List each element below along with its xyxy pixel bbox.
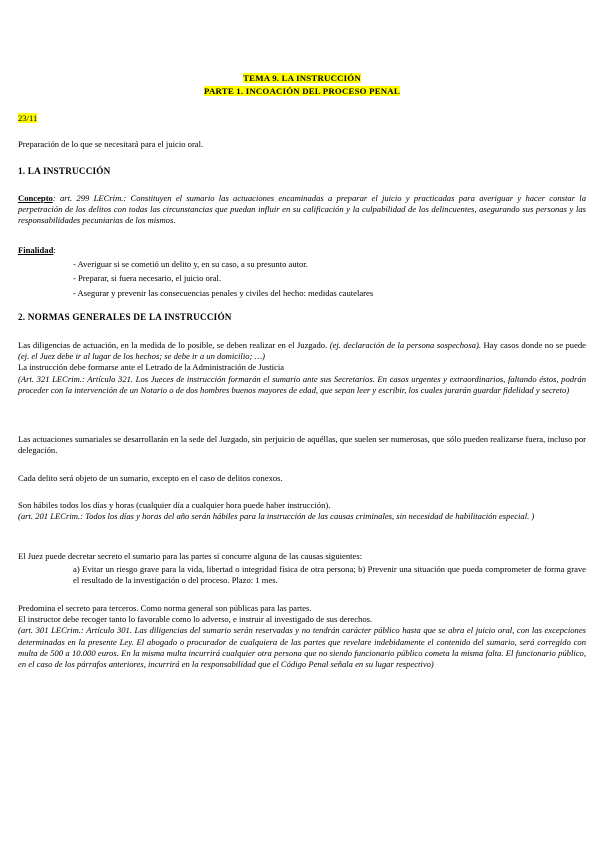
section-1-heading: 1. LA INSTRUCCIÓN [18, 166, 111, 176]
date-label: 23/11 [18, 113, 38, 123]
sumario-paragraph: Cada delito será objeto de un sumario, excepto en el caso de delitos conexos. [18, 473, 283, 483]
sede-paragraph: Las actuaciones sumariales se desarrollarán en la sede del Juzgado, sin perjuicio de aquéllas, que suelen ser numerosas, que sólo pueden realizarse fuera, incluso por delegación. [18, 434, 586, 456]
concepto-text: : art. 299 LECrim.: Constituyen el sumario las actuaciones encaminadas a preparar el juicio y practicadas para averiguar y hacer constar la perpetración de los delitos con todas las circunstancias que puedan influir en su calificación y la culpabilidad de los delincuentes, asegurando sus personas y las responsabilidades pecuniarias de los mismos. [18, 193, 586, 226]
art-321-quote: (Art. 321 LECrim.: Artículo 321. Los Jueces de instrucción formarán el sumario ante sus Secretarios. En casos urgentes y extraordinarios, faltando éstos, podrán proceder con la intervención de un Notario o de dos hombres buenos mayores de edad, que sepan leer y escribir, los cuales jurarán guardar fidelidad y secreto) [18, 373, 586, 395]
concepto-label: Concepto [18, 193, 53, 203]
secreto-paragraph: El Juez puede decretar secreto el sumario para las partes si concurre alguna de las causas siguientes: a) Evitar un riesgo grave para la vida, libertad o integridad física de otra persona; b) Prevenir una situación que pueda comprometer de forma grave el resultado de la investigación o del proceso. Plazo: 1 mes. [18, 551, 586, 586]
intro-text: Preparación de lo que se necesitará para el juicio oral. [18, 139, 204, 149]
doc-header [18, 73, 586, 97]
letrado-line: La instrucción debe formarse ante el Letrado de la Administración de Justicia [18, 362, 285, 373]
diligencias-paragraph: Las diligencias de actuación, en la medida de lo posible, se deben realizar en el Juzgado. (ej. declaración de la persona sospechosa). Hay casos donde no se puede (ej. el Juez debe ir al lugar de los hechos; se debe ir a un domicilio; …) La instrucción debe formarse ante el Letrado de la Administración de Justicia (Art. 321 LECrim.: Artículo 321. Los Jueces de instrucción formarán el sumario ante sus Secretarios. En casos urgentes y extraordinarios, faltando éstos, podrán proceder con la intervención de un Notario o de dos hombres buenos mayores de edad, que sepan leer y escribir, los cuales jurarán guardar fidelidad y secreto) [18, 340, 586, 395]
header-line-1: TEMA 9. LA INSTRUCCIÓN [243, 73, 361, 83]
finalidad-block: Finalidad: - Averiguar si se cometió un delito y, en su caso, a su presunto autor. - Preparar, si fuera necesario, el juicio oral. - Asegurar y prevenir las consecuencias penales y civiles del hecho: medidas cautelares [18, 245, 586, 299]
finalidad-item: - Averiguar si se cometió un delito y, en su caso, a su presunto autor. [73, 259, 308, 270]
art-301-quote: (art. 301 LECrim.: Artículo 301. Las diligencias del sumario serán reservadas y no tendrán carácter público hasta que se abra el juicio oral, con las excepciones determinadas en la presente Ley. El abogado o procurador de cualquiera de las partes que revelare indebidamente el contenido del sumario, será corregido con multa de 500 a 10.000 euros. En la misma multa incurrirá cualquier otra persona que no siendo funcionario público cometa la misma falta. El funcionario público, en el caso de los párrafos anteriores, incurrirá en la responsabilidad que el Código Penal señala en su lugar respectivo) [18, 625, 586, 670]
header-line-2: PARTE 1. INCOACIÓN DEL PROCESO PENAL [204, 86, 400, 97]
concepto-paragraph [18, 193, 586, 227]
secreto-causas: a) Evitar un riesgo grave para la vida, libertad o integridad física de otra persona; b) Prevenir una situación que pueda comprometer de forma grave el resultado de la investigación o del proceso. Plazo: 1 mes. [73, 564, 586, 586]
publicidad-paragraph: Predomina el secreto para terceros. Como norma general son públicas para las partes. El instructor debe recoger tanto lo favorable como lo adverso, e instruir al investigado de sus derechos. (art. 301 LECrim.: Artículo 301. Las diligencias del sumario serán reservadas y no tendrán carácter público hasta que se abra el juicio oral, con las excepciones determinadas en la presente Ley. El abogado o procurador de cualquiera de las partes que revelare indebidamente el contenido del sumario, será corregido con multa de 500 a 10.000 euros. En la misma multa incurrirá cualquier otra persona que no siendo funcionario público cometa la misma falta. El funcionario público, en el caso de los párrafos anteriores, incurrirá en la responsabilidad que el Código Penal señala en su lugar respectivo) [18, 603, 586, 670]
art-201-quote: (art. 201 LECrim.: Todos los días y horas del año serán hábiles para la instrucción de las causas criminales, sin necesidad de habilitación especial. ) [18, 511, 535, 522]
finalidad-item: - Preparar, si fuera necesario, el juicio oral. [73, 273, 222, 284]
habiles-paragraph: Son hábiles todos los días y horas (cualquier día a cualquier hora puede haber instrucción). (art. 201 LECrim.: Todos los días y horas del año serán hábiles para la instrucción de las causas criminales, sin necesidad de habilitación especial. ) [18, 500, 586, 522]
finalidad-label: Finalidad [18, 245, 54, 255]
section-2-heading: 2. NORMAS GENERALES DE LA INSTRUCCIÓN [18, 312, 232, 322]
finalidad-item: - Asegurar y prevenir las consecuencias penales y civiles del hecho: medidas cautelares [73, 287, 374, 298]
